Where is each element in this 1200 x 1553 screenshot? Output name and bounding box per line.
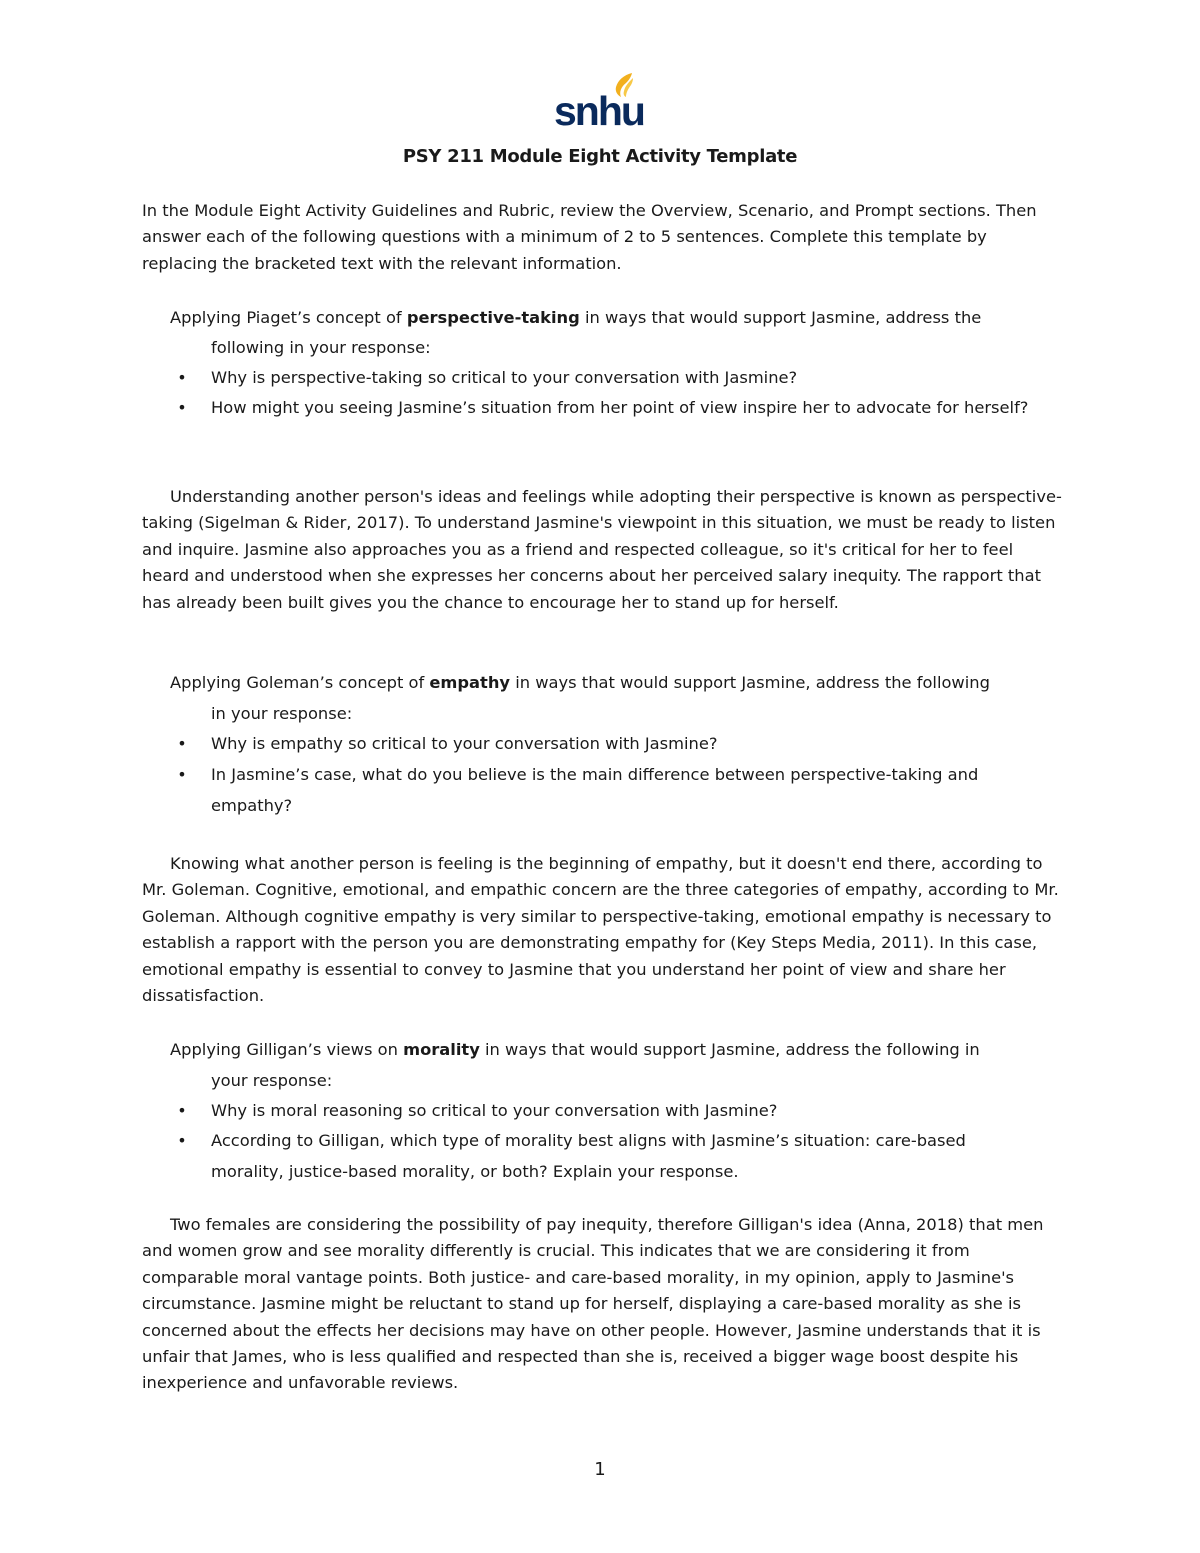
prompt-2-term: empathy	[429, 673, 511, 692]
prompt-3	[170, 1035, 1050, 1066]
bullet-2-1: Why is empathy so critical to your conversation with Jasmine?	[211, 734, 718, 753]
prompt-2-post: in ways that would support Jasmine, address the following	[510, 673, 990, 692]
logo-wordmark: snhu	[554, 88, 644, 134]
bullet-icon: •	[177, 398, 187, 417]
answer-1: Understanding another person's ideas and feelings while adopting their perspective is known as perspective-taking (Sigelman & Rider, 2017). To understand Jasmine's viewpoint in this situation, we must be ready to listen and inquire. Jasmine also approaches you as a friend and respected colleague, so it's critical for her to feel heard and understood when she expresses her concerns about her perceived salary inequity. The rapport that has already been built gives you the chance to encourage her to stand up for herself.	[142, 487, 1062, 612]
page-number: 1	[594, 1459, 606, 1480]
bullet-1-1: Why is perspective-taking so critical to your conversation with Jasmine?	[211, 368, 798, 387]
bullet-icon: •	[177, 765, 187, 784]
bullet-1-2: How might you seeing Jasmine’s situation from her point of view inspire her to advocate for herself?	[211, 398, 1029, 417]
bullet-icon: •	[177, 734, 187, 753]
prompt-1-pre: Applying Piaget’s concept of	[170, 308, 407, 327]
intro-paragraph: In the Module Eight Activity Guidelines and Rubric, review the Overview, Scenario, and Prompt sections. Then answer each of the following questions with a minimum of 2 to 5 sentences. Complete this template by replacing the bracketed text with the relevant information.	[142, 201, 1037, 273]
prompt-3-term: morality	[403, 1040, 480, 1059]
prompt-3-continuation: your response:	[211, 1071, 333, 1090]
snhu-logo	[554, 72, 644, 134]
prompt-1-continuation: following in your response:	[211, 338, 431, 357]
prompt-1-post: in ways that would support Jasmine, address the	[579, 308, 982, 327]
bullet-2-2: In Jasmine’s case, what do you believe is the main difference between perspective-taking and empathy?	[211, 765, 979, 815]
prompt-1	[170, 303, 1050, 334]
bullet-icon: •	[177, 368, 187, 387]
bullet-3-1: Why is moral reasoning so critical to your conversation with Jasmine?	[211, 1101, 778, 1120]
prompt-2	[170, 668, 1050, 699]
prompt-3-post: in ways that would support Jasmine, address the following in	[479, 1040, 980, 1059]
page-title: PSY 211 Module Eight Activity Template	[402, 146, 798, 167]
answer-3: Two females are considering the possibility of pay inequity, therefore Gilligan's idea (Anna, 2018) that men and women grow and see morality differently is crucial. This indicates that we are considering it from comparable moral vantage points. Both justice- and care-based morality, in my opinion, apply to Jasmine's circumstance. Jasmine might be reluctant to stand up for herself, displaying a care-based morality as she is concerned about the effects her decisions may have on other people. However, Jasmine understands that it is unfair that James, who is less qualified and respected than she is, received a bigger wage boost despite his inexperience and unfavorable reviews.	[142, 1215, 1044, 1393]
prompt-1-term: perspective-taking	[406, 308, 580, 327]
prompt-2-continuation: in your response:	[211, 704, 353, 723]
prompt-2-pre: Applying Goleman’s concept of	[170, 673, 430, 692]
bullet-3-2: According to Gilligan, which type of morality best aligns with Jasmine’s situation: care-based morality, justice-based morality, or both? Explain your response.	[211, 1131, 966, 1181]
bullet-icon: •	[177, 1101, 187, 1120]
answer-2: Knowing what another person is feeling is the beginning of empathy, but it doesn't end there, according to Mr. Goleman. Cognitive, emotional, and empathic concern are the three categories of empathy, according to Mr. Goleman. Although cognitive empathy is very similar to perspective-taking, emotional empathy is necessary to establish a rapport with the person you are demonstrating empathy for (Key Steps Media, 2011). In this case, emotional empathy is essential to convey to Jasmine that you understand her point of view and share her dissatisfaction.	[142, 854, 1059, 1006]
bullet-icon: •	[177, 1131, 187, 1150]
prompt-3-pre: Applying Gilligan’s views on	[170, 1040, 404, 1059]
